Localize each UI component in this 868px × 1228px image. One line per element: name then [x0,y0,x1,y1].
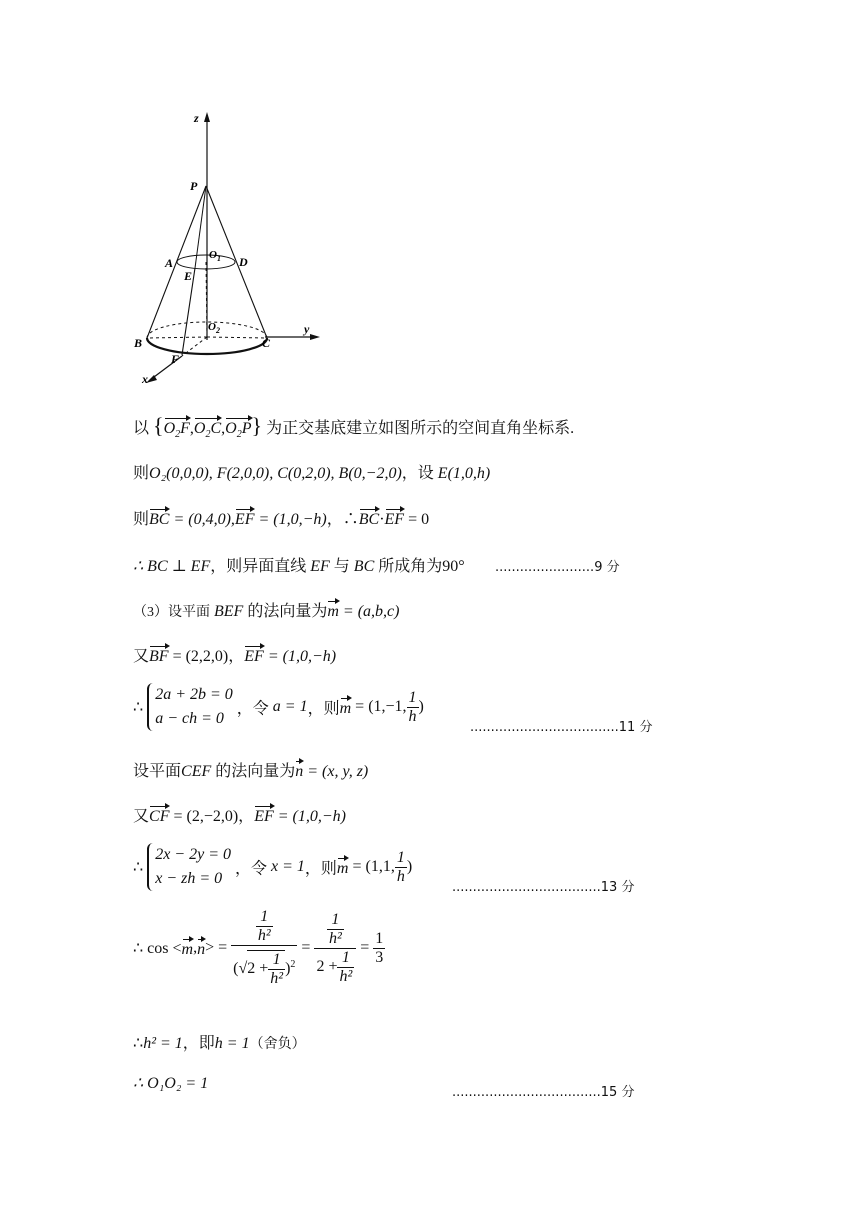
line-cf-ef: 又CF = (2,−2,0)，EF = (1,0,−h) [133,803,346,826]
label-A: A [165,256,174,270]
label-B: B [134,336,143,350]
cos-fraction-2: $\frac{1}{\text{h²}}$ 2 + $\frac{1}{\text{h²}}$ [314,911,356,986]
cos-fraction-1: $\frac{1}{\text{h²}}$ (√2 + $\frac{1}{\text{h²}}$ )$^2$ [233,908,296,987]
cos-result: $\frac{1}{3}$ [375,929,384,966]
line-answer: ∴ O₁O₂ = 1 [133,1075,209,1092]
label-F: F [171,352,180,366]
line-perpendicular: ∴ BC ⊥ EF，则异面直线 EF 与 BC 所成角为90° [133,558,465,575]
line-system-1: ∴ 2a + 2b = 0 a − ch = 0 ，令 a = 1，则m = (1,−1, $\frac{1}{h}$ ) [133,683,424,731]
line-PE [195,186,206,268]
label-z: z [194,111,199,125]
line-O2C [207,337,267,338]
score-15: ....................................15 分 [452,1085,635,1100]
score-11: ....................................11 分 [470,720,653,735]
label-x: x [142,372,148,386]
z-axis-arrow [204,112,210,122]
y-axis-arrow [310,334,320,340]
label-P: P [190,179,198,193]
label-O1: $O_1$ [209,249,221,263]
score-13: ....................................13 分 [452,880,635,895]
line-plane-cef: 设平面CEF 的法向量为n = (x, y, z) [133,758,368,781]
equation-system-1: 2a + 2b = 0 a − ch = 0 [147,683,233,731]
equation-system-2: 2x − 2y = 0 x − zh = 0 [147,843,231,891]
base-ellipse-front [147,338,267,354]
line-basis: 以 $\{O_2F,O_2C,O_2P\}$ 为正交基底建立如图所示的空间直角坐标系. [133,413,575,441]
label-E: E [184,269,193,283]
cone-side-right [206,186,267,338]
line-part3: （3）设平面 BEF 的法向量为m = (a,b,c) [133,598,399,621]
line-coords: 则O₂(0,0,0), F(2,0,0), C(0,2,0), B(0,−2,0)，设 E(1,0,h) [133,465,491,482]
score-9: ........................9 分 [495,560,620,575]
line-cosine: ∴ cos <m,n> = $\frac{1}{\text{h²}}$ (√2 + $\frac{1}{\text{h²}}$ )$^2$ = $\frac{1}{\text{h²}}$ 2 + $\frac{1}{\text{h²}}$ = $\frac{1}{3}$ [133,908,384,987]
basis-set: { [153,413,164,438]
label-O2: $O_2$ [208,321,220,335]
line-h-value: ∴h² = 1，即h = 1（舍负） [133,1035,306,1052]
label-C: C [262,336,271,350]
cone-figure [120,100,340,400]
line-O2B [147,337,207,338]
label-D: D [239,255,248,269]
line-vectors: 则BC = (0,4,0),EF = (1,0,−h)，∴BC·EF = 0 [133,506,429,529]
label-y: y [304,322,310,336]
line-bf-ef: 又BF = (2,2,0)，EF = (1,0,−h) [133,643,336,666]
line-system-2: ∴ 2x − 2y = 0 x − zh = 0 ，令 x = 1，则m = (1,1, $\frac{1}{h}$ ) [133,843,412,891]
